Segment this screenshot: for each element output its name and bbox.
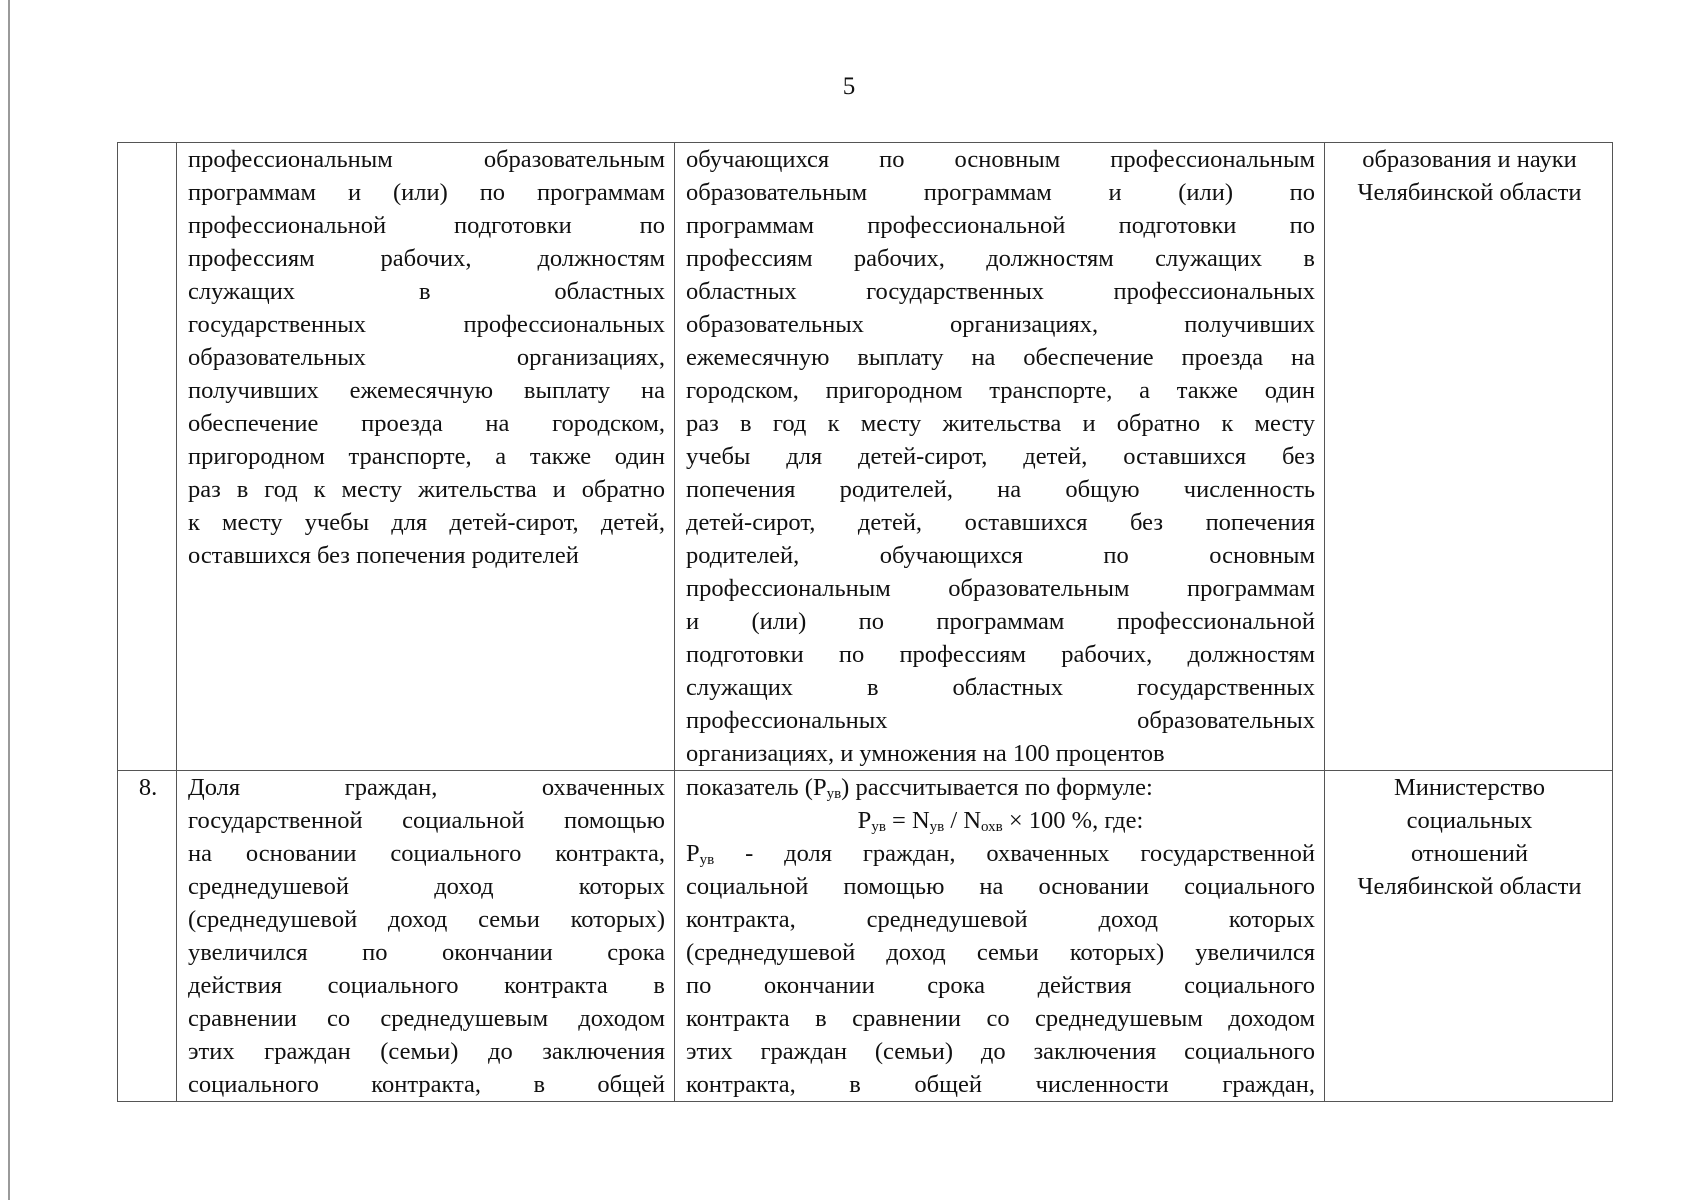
formula-definition: $Р_{ув}$ - доля граждан, охваченных государственной: [686, 840, 1315, 868]
text-line: Доля граждан, охваченных: [188, 774, 665, 801]
text-line: попечения родителей, на общую численность: [686, 476, 1315, 503]
text-line: среднедушевой доход которых: [188, 873, 665, 900]
text-line: раз в год к месту жительства и обратно к месту: [686, 410, 1315, 437]
text-line: этих граждан (семьи) до заключения социального: [686, 1038, 1315, 1065]
text-line: профессиональным образовательным: [188, 146, 665, 173]
text-line: на основании социального контракта,: [188, 840, 665, 867]
text-line: (среднедушевой доход семьи которых) увеличился: [686, 939, 1315, 966]
text-line: образовательным программам и (или) по: [686, 179, 1315, 206]
row-number-cell: 8.: [118, 771, 177, 1102]
text-line: городском, пригородном транспорте, а также один: [686, 377, 1315, 404]
table-row: [118, 771, 1613, 1102]
text-line: образовательных организациях,: [188, 344, 665, 371]
text-line: родителей, обучающихся по основным: [686, 542, 1315, 569]
text-line: социальной помощью на основании социального: [686, 873, 1315, 900]
text-line: детей-сирот, детей, оставшихся без попечения: [686, 509, 1315, 536]
text-line: этих граждан (семьи) до заключения: [188, 1038, 665, 1065]
text-line: обеспечение проезда на городском,: [188, 410, 665, 437]
text-line: контракта, среднедушевой доход которых: [686, 906, 1315, 933]
text-line: сравнении со среднедушевым доходом: [188, 1005, 665, 1032]
text-line: государственной социальной помощью: [188, 807, 665, 834]
text-line: подготовки по профессиям рабочих, должностям: [686, 641, 1315, 668]
calculation-method-cell: [675, 143, 1325, 771]
indicator-name-cell: [177, 143, 675, 771]
text-line: профессиям рабочих, должностям служащих в: [686, 245, 1315, 272]
text-line: образовательных организациях, получивших: [686, 311, 1315, 338]
responsible-authority-cell: [1325, 771, 1613, 1102]
text-line: Челябинской области: [1357, 873, 1582, 900]
text-line: раз в год к месту жительства и обратно: [188, 476, 665, 503]
text-line: и (или) по программам профессиональной: [686, 608, 1315, 635]
indicator-name-cell: [177, 771, 675, 1102]
text-line: служащих в областных государственных: [686, 674, 1315, 701]
text-line: программам профессиональной подготовки по: [686, 212, 1315, 239]
scan-edge: [8, 0, 10, 1200]
calculation-method-cell: [675, 771, 1325, 1102]
text-line: контракта, в общей численности граждан,: [686, 1071, 1315, 1098]
text-line: оставшихся без попечения родителей: [188, 542, 579, 569]
text-line: ежемесячную выплату на обеспечение проезда на: [686, 344, 1315, 371]
page-number: 5: [842, 73, 856, 100]
formula-intro: показатель $(Р_{ув})$ рассчитывается по формуле:: [686, 774, 1153, 802]
text-line: по окончании срока действия социального: [686, 972, 1315, 999]
text-line: отношений: [1410, 840, 1529, 867]
text-line: социального контракта, в общей: [188, 1071, 665, 1098]
text-line: учебы для детей-сирот, детей, оставшихся без: [686, 443, 1315, 470]
text-line: получивших ежемесячную выплату на: [188, 377, 665, 404]
text-line: профессиональной подготовки по: [188, 212, 665, 239]
text-line: обучающихся по основным профессиональным: [686, 146, 1315, 173]
text-line: служащих в областных: [188, 278, 665, 305]
text-line: Министерство: [1393, 774, 1546, 801]
text-line: организациях, и умножения на 100 процентов: [686, 740, 1165, 767]
text-line: профессиональных образовательных: [686, 707, 1315, 734]
text-line: действия социального контракта в: [188, 972, 665, 999]
text-line: Челябинской области: [1357, 179, 1582, 206]
text-line: увеличился по окончании срока: [188, 939, 665, 966]
text-line: социальных: [1406, 807, 1533, 834]
table-row: [118, 143, 1613, 771]
row-number-cell: [118, 143, 177, 771]
text-line: пригородном транспорте, а также один: [188, 443, 665, 470]
text-line: контракта в сравнении со среднедушевым доходом: [686, 1005, 1315, 1032]
text-line: профессиональным образовательным программам: [686, 575, 1315, 602]
text-line: областных государственных профессиональных: [686, 278, 1315, 305]
formula: $Р_{ув} = N_{ув} / N_{охв} \times 100$ %, где:: [857, 807, 1144, 835]
text-line: образования и науки: [1362, 146, 1577, 173]
text-line: к месту учебы для детей-сирот, детей,: [188, 509, 665, 536]
text-line: профессиям рабочих, должностям: [188, 245, 665, 272]
text-line: (среднедушевой доход семьи которых): [188, 906, 665, 933]
text-line: государственных профессиональных: [188, 311, 665, 338]
text-line: программам и (или) по программам: [188, 179, 665, 206]
responsible-authority-cell: [1325, 143, 1613, 771]
indicators-table: [117, 142, 1613, 1102]
